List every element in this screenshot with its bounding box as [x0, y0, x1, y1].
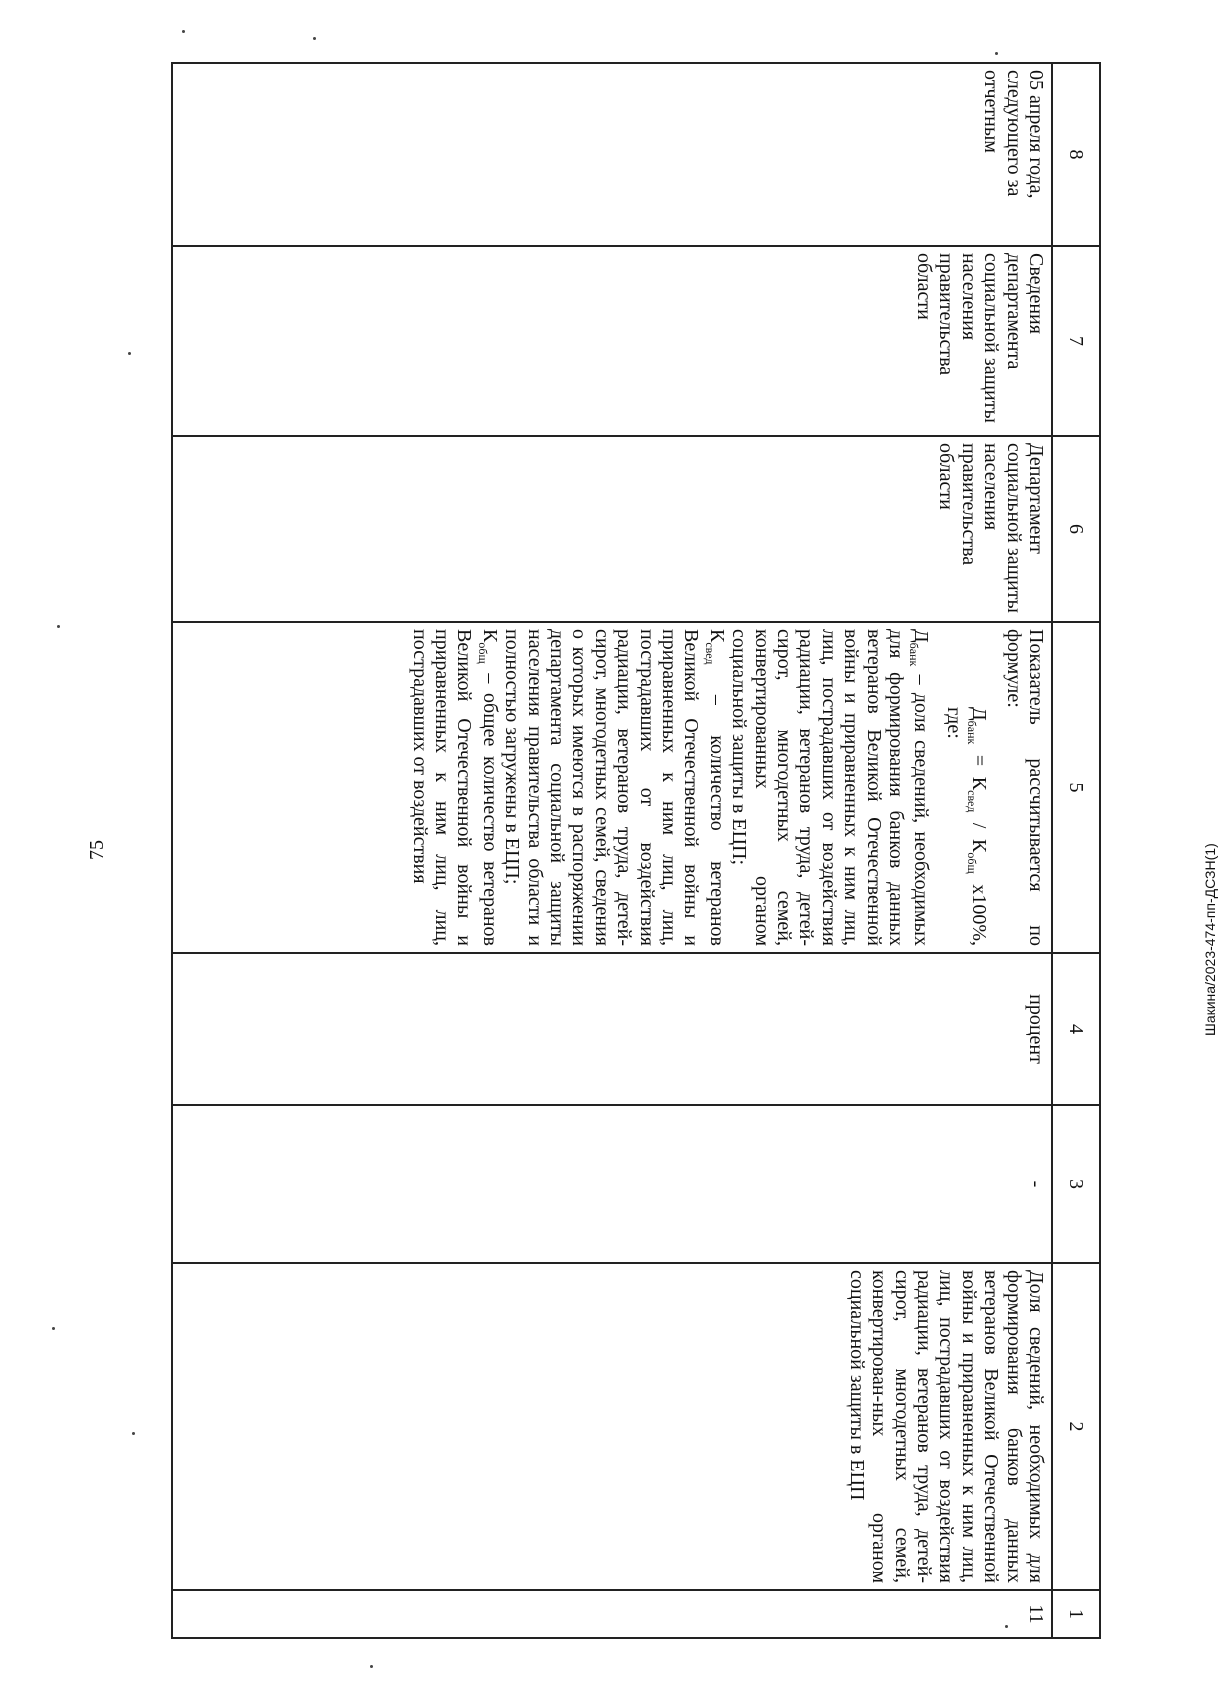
- method-intro: Показатель рассчитывается по формуле:: [1002, 629, 1047, 946]
- def-symbol-sub: банк: [907, 642, 922, 667]
- document-code: Шакина/2023-474-пп-ДСЗН(1): [1202, 843, 1218, 1036]
- formula-lhs-sub: банк: [965, 720, 980, 745]
- formula: [942, 629, 990, 946]
- definition-share: [728, 629, 933, 946]
- def-text: – общее количество ветеранов Великой Отечественной войны и приравненных к ним лиц, лиц, пострадавших от воздействия: [408, 629, 501, 946]
- scan-speck: [995, 52, 998, 55]
- unit-cell: процент: [172, 953, 1052, 1105]
- rotated-table-wrapper: [171, 62, 1101, 1637]
- scan-speck: [1005, 1625, 1008, 1628]
- def-symbol: К: [705, 629, 728, 643]
- header-col-4: 4: [1052, 953, 1100, 1105]
- def-text: – доля сведений, необходимых для формирования банков данных ветеранов Великой Отечественной войны и приравненных к ним лиц, лиц, пострадавших от воздействия радиации, ветеранов труда, детей-сирот, многодетных семей, конвертированных органом социальной защиты в ЕЦП;: [728, 629, 933, 946]
- formula-tail: х100%, где:: [942, 707, 991, 946]
- header-col-8: 8: [1052, 63, 1100, 246]
- scan-speck: [52, 1327, 55, 1330]
- scan-speck: [182, 30, 185, 33]
- definition-total: [408, 629, 501, 946]
- indicator-name-cell: Доля сведений, необходимых для формирования банков данных ветеранов Великой Отечественной войны и приравненных к ним лиц, лиц, пострадавших от воздействия радиации, ветеранов труда, детей-сирот, многодетных семей, конвертирован-ных органом социальной защиты в ЕЦП: [172, 1263, 1052, 1590]
- header-col-3: 3: [1052, 1105, 1100, 1263]
- formula-k1: К: [968, 776, 991, 791]
- table-row: [172, 63, 1052, 1638]
- indicator-table: [171, 62, 1101, 1639]
- responsible-cell: Департамент социальной защиты населения правительства области: [172, 436, 1052, 622]
- header-col-6: 6: [1052, 436, 1100, 622]
- formula-k1-sub: свед: [965, 790, 980, 813]
- row-number-cell: 11: [172, 1590, 1052, 1638]
- def-text: – количество ветеранов Великой Отечественной войны и приравненных к ним лиц, лиц, пострадавших от воздействия радиации, ветеранов труда, детей-сирот, многодетных семей, сведения о которых имеются в распоряжении департамента социальной защиты населения правительства области и полностью загружены в ЕЦП;: [501, 629, 728, 946]
- def-symbol: К: [478, 629, 501, 643]
- source-cell: Сведения департамента социальной защиты населения правительства области: [172, 246, 1052, 436]
- method-cell: [172, 622, 1052, 953]
- formula-k2-sub: общ: [965, 852, 980, 874]
- def-symbol: Д: [910, 629, 933, 643]
- scan-speck: [132, 1432, 135, 1435]
- header-col-1: 1: [1052, 1590, 1100, 1638]
- scan-speck: [313, 37, 316, 40]
- scan-speck: [128, 352, 131, 355]
- header-row: [1052, 63, 1100, 1638]
- scan-speck: [57, 625, 60, 628]
- def-symbol-sub: свед: [702, 642, 717, 665]
- def-symbol-sub: общ: [475, 642, 490, 664]
- page-number: 75: [86, 840, 108, 860]
- header-col-2: 2: [1052, 1263, 1100, 1590]
- scan-speck: [370, 1665, 373, 1668]
- formula-eq: =: [968, 744, 991, 777]
- formula-k2: К: [968, 839, 991, 853]
- definition-count: [501, 629, 728, 946]
- formula-div: /: [968, 812, 991, 840]
- formula-lhs: Д: [968, 707, 991, 721]
- header-col-5: 5: [1052, 622, 1100, 953]
- deadline-cell: 05 апреля года, следующего за отчетным: [172, 63, 1052, 246]
- header-col-7: 7: [1052, 246, 1100, 436]
- base-value-cell: -: [172, 1105, 1052, 1263]
